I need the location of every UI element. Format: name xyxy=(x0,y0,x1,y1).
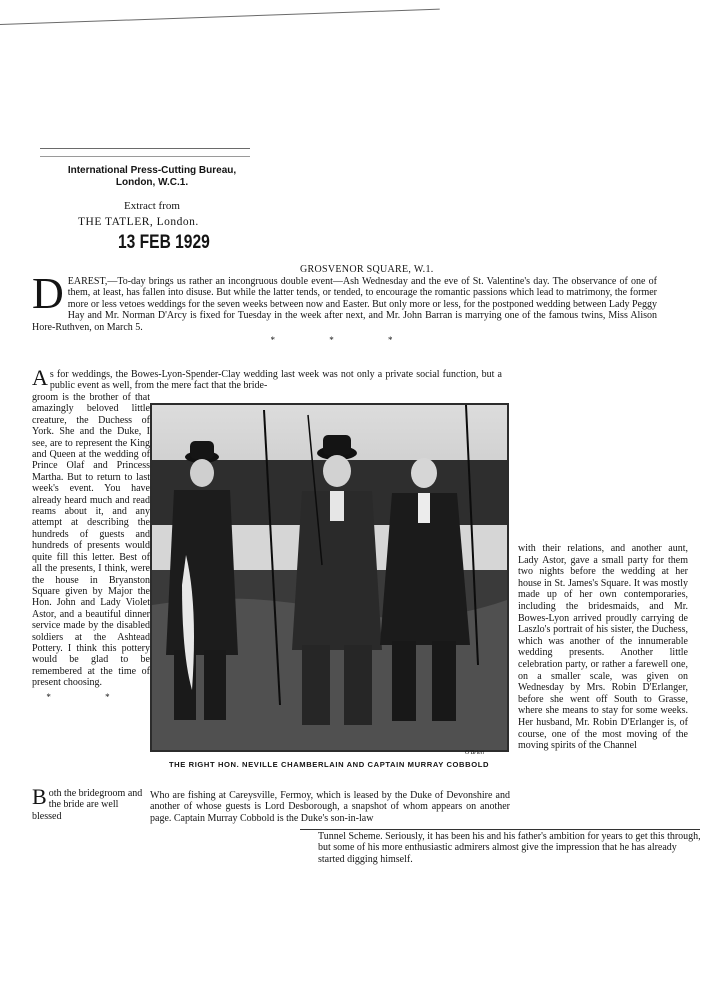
separator-stars: * * * xyxy=(270,335,419,346)
paragraph-2-text: s for weddings, the Bowes-Lyon-Spender-Clay wedding last week was not only a private social function, but a public event as well, from the mere fact that the bride- xyxy=(49,369,502,392)
paragraph-3-text: oth the bridegroom and the bride are well blessed xyxy=(32,788,143,822)
paragraph-2-initial: A xyxy=(32,365,48,390)
cut-edge-rule xyxy=(300,829,700,830)
paragraph-2-lead xyxy=(32,365,502,392)
photo-illustration xyxy=(152,405,507,750)
bureau-header xyxy=(52,165,252,189)
photo-credit: O'Brien xyxy=(465,750,484,756)
publication-name: THE TATLER, London. xyxy=(78,216,199,228)
extract-label: Extract from xyxy=(124,200,180,212)
bureau-line-2: London, W.C.1. xyxy=(115,177,189,188)
dateline: GROSVENOR SQUARE, W.1. xyxy=(300,264,434,275)
left-column-text: groom is the brother of that amazingly beloved little creature, the Duchess of York. She and the Duke, I see, are to represent the King and Queen at the wedding of Prince Olaf and Princess Martha. But to return to last week's event. You have already heard much and read reams about it, and any attempt at describing the hundreds of guests and hundreds of presents would quite fill this letter. Best of all the presents, I think, were the house in Bryanston Square given by Major the Hon. John and Lady Violet Astor, and a beautiful dinner service made by the disabled soldiers at the Ashtead Pottery. I think this pottery would be glad to be remembered at the time of present choosing. xyxy=(32,392,150,689)
photograph xyxy=(150,403,509,752)
paragraph-3-initial: B xyxy=(32,784,47,809)
separator-stars-2: * * xyxy=(46,691,136,702)
bureau-line-1: International Press-Cutting Bureau, xyxy=(67,165,237,176)
caption-body: Who are fishing at Careysville, Fermoy, which is leased by the Duke of Devonshire and another of whose guests is Lord Desborough, a snapshot of whom appears on another page. Captain Murray Cobbold is the Duke's son-in-law xyxy=(150,790,510,824)
date-stamp: 13 FEB 1929 xyxy=(118,232,210,253)
article-tail: Tunnel Scheme. Seriously, it has been his and his father's ambition for years to get this through, but some of his more enthusiastic admirers almost give the impression that he has already started digging himself. xyxy=(318,831,701,865)
drop-cap: D xyxy=(32,269,64,318)
paragraph-1-text: EAREST,—To-day brings us rather an incongruous double event—Ash Wednesday and the eve of St. Valentine's day. The observance of one of them, at least, has fallen into disuse. But while the latter tends, or tended, to encourage the romantic passions which lead to matrimony, the former more or less vetoes weddings for the seven weeks between now and Easter. But only more or less, for the postponed wedding between Lady Peggy Hay and Mr. Norman D'Arcy is fixed for Tuesday in the week after next, and Mr. John Barran is marrying one of the famous twins, Miss Alison Hore-Ruthven, on March 5. xyxy=(32,276,657,333)
photo-caption: THE RIGHT HON. NEVILLE CHAMBERLAIN AND CAPTAIN MURRAY COBBOLD xyxy=(168,760,490,769)
scan-line-top xyxy=(0,9,440,25)
right-column: with their relations, and another aunt, Lady Astor, gave a small party for them two nights before the wedding at her house in St. James's Square. It was mostly made up of her own contemporaries, including the bridesmaids, and Mr. Bowes-Lyon arrived proudly carrying de Laszlo's portrait of his sister, the Duchess, which was another of the innumerable wedding presents. Another little celebration party, or rather a farewell one, on a smaller scale, was given on Wednesday by Mrs. Robin D'Erlanger, before she went off South to Grasse, where she means to stay for some weeks. Her husband, Mr. Robin D'Erlanger is, of course, one of the most moving of the moving spirits of the Channel xyxy=(518,543,688,752)
cutting-rule xyxy=(40,148,250,149)
left-column xyxy=(32,392,150,703)
paragraph-3-column xyxy=(32,784,150,822)
cutting-rule-2 xyxy=(40,156,250,157)
